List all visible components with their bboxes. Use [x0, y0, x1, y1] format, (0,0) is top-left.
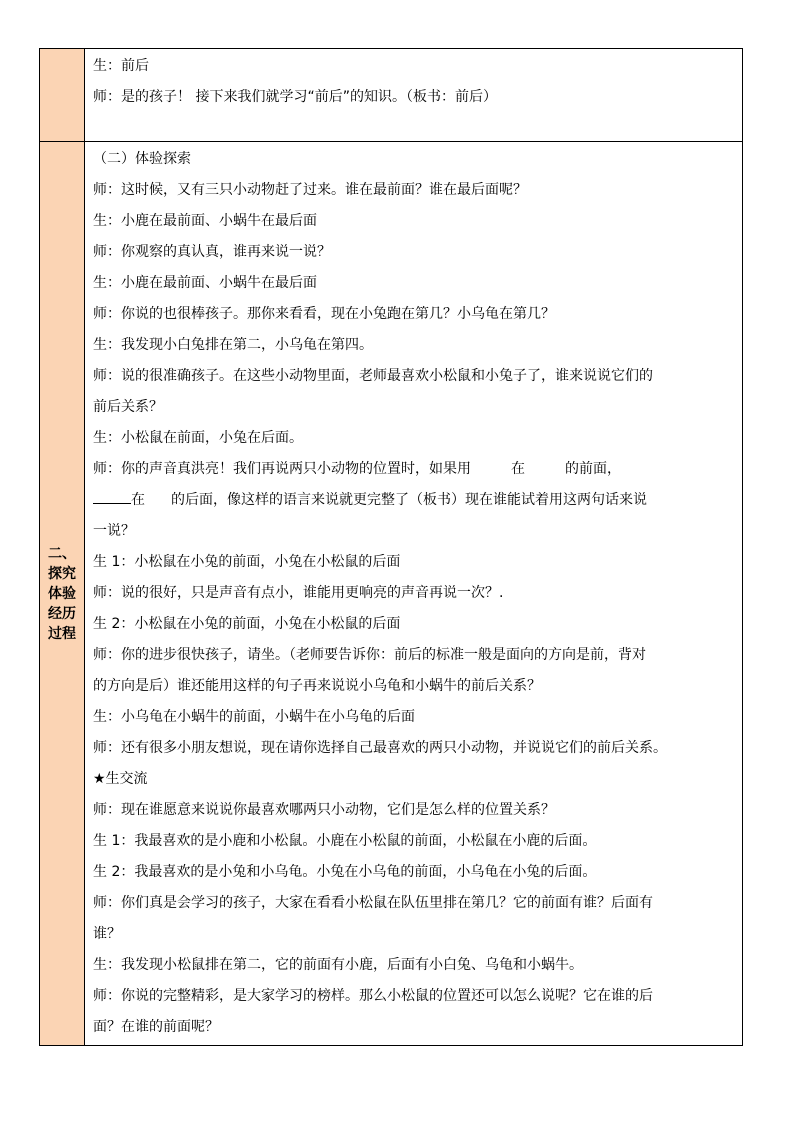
dialogue-line: 生：我发现小松鼠排在第二，它的前面有小鹿，后面有小白兔、乌龟和小蜗牛。 [93, 957, 583, 973]
dialogue-line: 生 1：小松鼠在小兔的前面，小兔在小松鼠的后面 [93, 554, 401, 570]
dialogue-line: 生：我发现小白兔排在第二，小乌龟在第四。 [93, 337, 373, 353]
section-label-line: 探究 [48, 565, 76, 582]
dialogue-line: 谁？ [93, 926, 121, 942]
dialogue-line: 师：你观察的真认真，谁再来说一说？ [93, 244, 331, 260]
blank-sentence-text: 在 [131, 492, 145, 508]
blank-sentence-text: 在 [511, 461, 525, 477]
section-label-line: 经历 [48, 605, 76, 622]
section-label-cell-empty [40, 49, 85, 142]
dialogue-line: 师：你说的完整精彩，是大家学习的榜样。那么小松鼠的位置还可以怎么说呢？它在谁的后 [93, 988, 653, 1004]
dialogue-line: 生 1：我最喜欢的是小鹿和小松鼠。小鹿在小松鼠的前面，小松鼠在小鹿的后面。 [93, 833, 597, 849]
section-label-line: 二、 [48, 545, 76, 562]
dialogue-line: 师：现在谁愿意来说说你最喜欢哪两只小动物，它们是怎么样的位置关系？ [93, 802, 555, 818]
dialogue-line: 生：小鹿在最前面、小蜗牛在最后面 [93, 213, 317, 229]
table-row-intro [40, 49, 743, 142]
blank-sentence-line: 一说？ [93, 523, 135, 539]
dialogue-line: 师：是的孩子！ 接下来我们就学习“前后”的知识。（板书：前后） [93, 89, 497, 105]
blank-sentence-text: 师：你的声音真洪亮！我们再说两只小动物的位置时，如果用 [93, 461, 471, 477]
dialogue-line: 生：前后 [93, 58, 149, 74]
section-label-line: 体验 [48, 585, 76, 602]
dialogue-line: 师：你的进步很快孩子，请坐。（老师要告诉你：前后的标准一般是面向的方向是前，背对 [93, 647, 646, 663]
blank-sentence-text: 的后面，像这样的语言来说就更完整了（板书）现在谁能试着用这两句话来说 [171, 492, 647, 508]
blank-sentence-line [93, 454, 738, 485]
dialogue-line: 师：这时候，又有三只小动物赶了过来。谁在最前面？谁在最后面呢？ [93, 182, 527, 198]
section-label-line: 过程 [48, 625, 76, 642]
section-label [40, 544, 84, 644]
dialogue-line: 师：说的很准确孩子。在这些小动物里面，老师最喜欢小松鼠和小兔子了，谁来说说它们的 [93, 368, 653, 384]
blank-sentence-line [93, 485, 738, 516]
dialogue-line: 生 2：小松鼠在小兔的前面，小兔在小松鼠的后面 [93, 616, 401, 632]
activity-marker: ★生交流 [93, 771, 148, 787]
fill-blank [93, 489, 131, 504]
dialogue-line: 生：小鹿在最前面、小蜗牛在最后面 [93, 275, 317, 291]
lesson-plan-table [39, 48, 743, 1046]
dialogue-line: 生：小乌龟在小蜗牛的前面，小蜗牛在小乌龟的后面 [93, 709, 415, 725]
section-heading: （二）体验探索 [93, 151, 191, 167]
dialogue-line: 生 2：我最喜欢的是小兔和小乌龟。小兔在小乌龟的前面，小乌龟在小兔的后面。 [93, 864, 597, 880]
blank-sentence-text: 的前面， [565, 461, 621, 477]
dialogue-line: 的方向是后）谁还能用这样的句子再来说说小乌龟和小蜗牛的前后关系？ [93, 678, 541, 694]
table-row-explore [40, 142, 743, 1046]
dialogue-line: 师：还有很多小朋友想说，现在请你选择自己最喜欢的两只小动物，并说说它们的前后关系。 [93, 740, 667, 756]
dialogue-line: 生：小松鼠在前面，小兔在后面。 [93, 430, 303, 446]
dialogue-line: 师：说的很好，只是声音有点小，谁能用更响亮的声音再说一次？. [93, 585, 504, 601]
dialogue-line: 师：你们真是会学习的孩子，大家在看看小松鼠在队伍里排在第几？它的前面有谁？后面有 [93, 895, 653, 911]
dialogue-line: 前后关系？ [93, 399, 163, 415]
intro-content-cell [85, 49, 743, 142]
section-label-cell [40, 142, 85, 1046]
dialogue-line: 师：你说的也很棒孩子。那你来看看，现在小兔跑在第几？小乌龟在第几？ [93, 306, 555, 322]
explore-content-cell [85, 142, 743, 1046]
dialogue-line: 面？在谁的前面呢？ [93, 1019, 219, 1035]
